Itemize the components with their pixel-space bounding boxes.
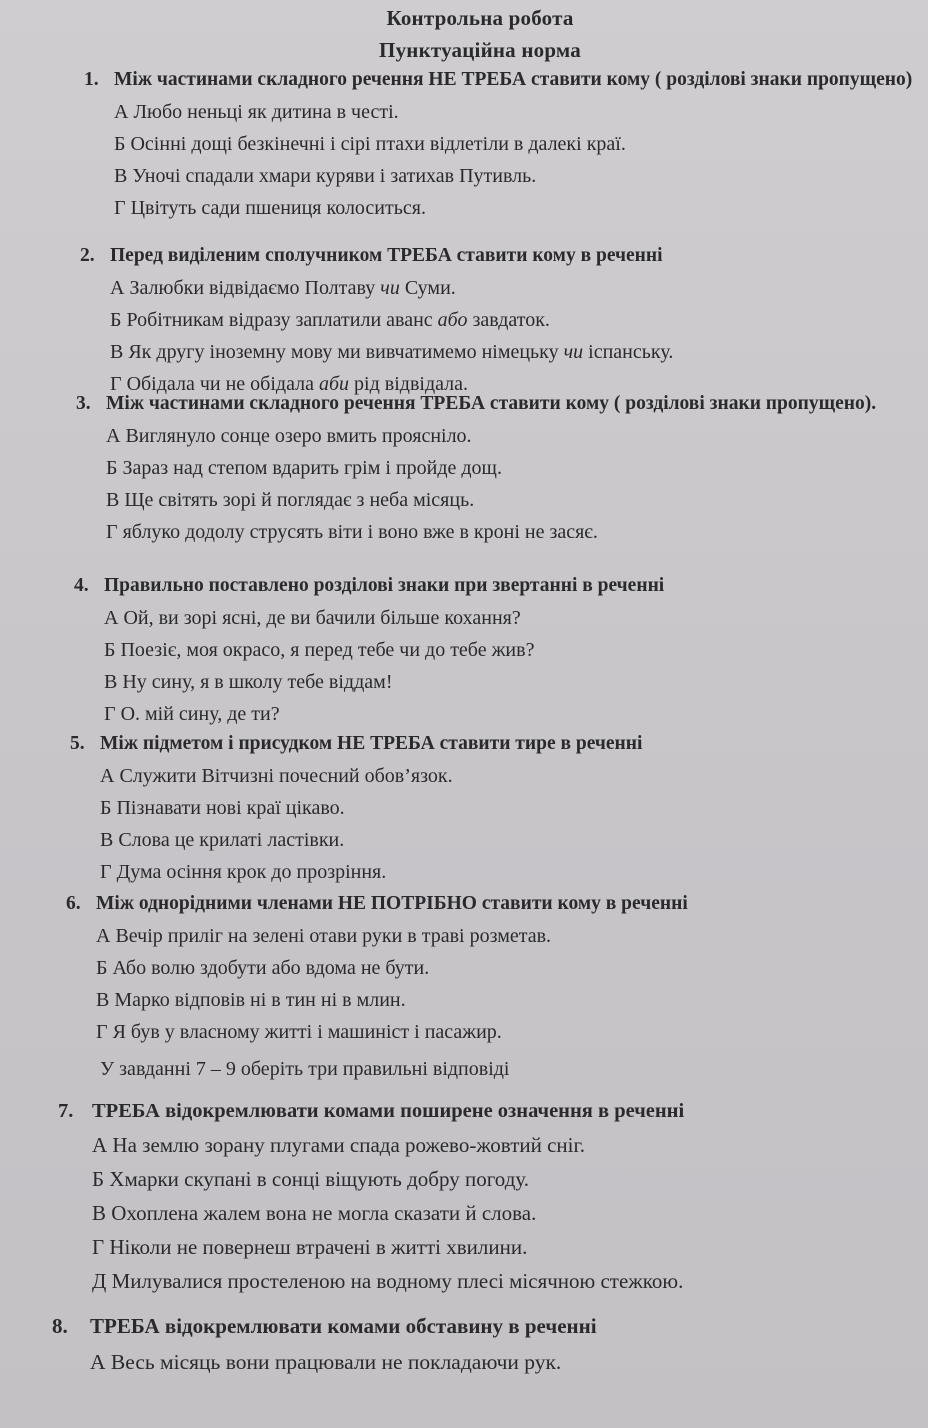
task-question — [74, 570, 928, 602]
task-question-text: Перед виділеним сполучником ТРЕБА ставити кому в реченні — [110, 245, 663, 266]
highlighted-conjunction: аби — [318, 373, 350, 395]
answer-option: Г Цвітуть сади пшениця колоситься. — [114, 197, 426, 219]
option-text: завдаток. — [467, 309, 550, 331]
task-7 — [0, 1094, 928, 1298]
page-title: Контрольна робота — [386, 6, 574, 30]
task-number: 8. — [52, 1314, 68, 1338]
instruction-note: У завданні 7 – 9 оберіть три правильні відповіді — [100, 1058, 510, 1080]
answer-option: В Марко відповів ні в тин ні в млин. — [96, 989, 406, 1011]
answer-option: Б Поезіє, моя окрасо, я перед тебе чи до тебе жив? — [104, 639, 535, 661]
task-number: 7. — [58, 1100, 74, 1122]
option-text: В Як другу іноземну мову ми вивчатимемо німецьку — [110, 341, 564, 363]
answer-option — [110, 336, 928, 368]
answer-option: В Ну сину, я в школу тебе віддам! — [104, 671, 393, 693]
highlighted-conjunction: чи — [380, 277, 400, 299]
task-question — [84, 64, 928, 96]
task-1 — [0, 64, 928, 224]
option-text: Г Обідала чи не обідала — [110, 373, 319, 395]
answer-option — [110, 304, 928, 336]
task-question — [70, 728, 928, 760]
task-question-text: Правильно поставлено розділові знаки при звертанні в реченні — [104, 575, 665, 596]
task-question-text: Між частинами складного речення НЕ ТРЕБА ставити кому ( розділові знаки пропущено) — [114, 69, 913, 90]
task-number: 1. — [84, 69, 99, 90]
answer-option: А Ой, ви зорі ясні, де ви бачили більше кохання? — [104, 607, 521, 629]
option-text: А Залюбки відвідаємо Полтаву — [110, 277, 381, 299]
task-number: 4. — [74, 575, 89, 596]
task-number: 5. — [70, 733, 85, 754]
answer-option: Г О. мій сину, де ти? — [104, 703, 280, 725]
task-4 — [0, 570, 928, 730]
task-6 — [0, 888, 928, 1048]
task-number: 2. — [80, 245, 95, 266]
answer-option: В Слова це крилаті ластівки. — [100, 829, 345, 851]
answer-option: А Служити Вітчизні почесний обов’язок. — [100, 765, 453, 787]
task-5 — [0, 728, 928, 888]
page-subtitle: Пунктуаційна норма — [379, 38, 581, 62]
task-2 — [0, 240, 928, 400]
task-3 — [0, 388, 928, 548]
answer-option — [110, 272, 928, 304]
answer-option: Д Милувалися простеленою на водному плесі місячною стежкою. — [92, 1269, 684, 1293]
task-number: 3. — [76, 393, 91, 414]
answer-option: А Любо неньці як дитина в честі. — [114, 101, 399, 123]
answer-option: А На землю зорану плугами спада рожево-жовтий сніг. — [92, 1133, 585, 1157]
task-question — [66, 888, 928, 920]
option-text: рід відвідала. — [349, 373, 469, 395]
answer-option: Г яблуко додолу струсять віти і воно вже в кроні не засяє. — [106, 521, 598, 543]
task-question — [76, 388, 928, 420]
answer-option: В Охоплена жалем вона не могла сказати й слова. — [92, 1201, 537, 1225]
answer-option: Б Хмарки скупані в сонці віщують добру погоду. — [92, 1167, 530, 1191]
answer-option: Г Дума осіння крок до прозріння. — [100, 861, 387, 883]
answer-option: Г Я був у власному житті і машиніст і пасажир. — [96, 1021, 502, 1043]
answer-option: Б Зараз над степом вдарить грім і пройде дощ. — [106, 457, 502, 479]
answer-option: А Весь місяць вони працювали не покладаючи рук. — [90, 1350, 562, 1374]
task-question-text: Між однорідними членами НЕ ПОТРІБНО ставити кому в реченні — [96, 893, 688, 914]
highlighted-conjunction: або — [437, 309, 468, 331]
answer-option: В Ще світять зорі й поглядає з неба місяць. — [106, 489, 475, 511]
answer-option: А Вечір приліг на зелені отави руки в траві розметав. — [96, 925, 552, 947]
answer-option: В Уночі спадали хмари куряви і затихав Путивль. — [114, 165, 537, 187]
task-question — [80, 240, 928, 272]
task-question-text: ТРЕБА відокремлювати комами поширене означення в реченні — [92, 1100, 685, 1122]
option-text: іспанську. — [583, 341, 674, 363]
task-question — [58, 1094, 928, 1128]
answer-option: А Виглянуло сонце озеро вмить проясніло. — [106, 425, 472, 447]
task-question-text: Між частинами складного речення ТРЕБА ставити кому ( розділові знаки пропущено). — [106, 393, 877, 414]
highlighted-conjunction: чи — [563, 341, 584, 363]
answer-option: Б Пізнавати нові краї цікаво. — [100, 797, 345, 819]
answer-option: Б Осінні дощі безкінечні і сірі птахи відлетіли в далекі краї. — [114, 133, 626, 155]
task-question-text: Між підметом і присудком НЕ ТРЕБА ставити тире в реченні — [100, 733, 643, 754]
answer-option: Б Або волю здобути або вдома не бути. — [96, 957, 430, 979]
option-text: Б Робітникам відразу заплатили аванс — [110, 309, 438, 331]
task-question-text: ТРЕБА відокремлювати комами обставину в реченні — [90, 1314, 597, 1338]
task-question — [52, 1308, 928, 1344]
task-8 — [0, 1308, 928, 1380]
option-text: Суми. — [399, 277, 456, 299]
task-number: 6. — [66, 893, 81, 914]
answer-option: Г Ніколи не повернеш втрачені в житті хвилини. — [92, 1235, 528, 1259]
